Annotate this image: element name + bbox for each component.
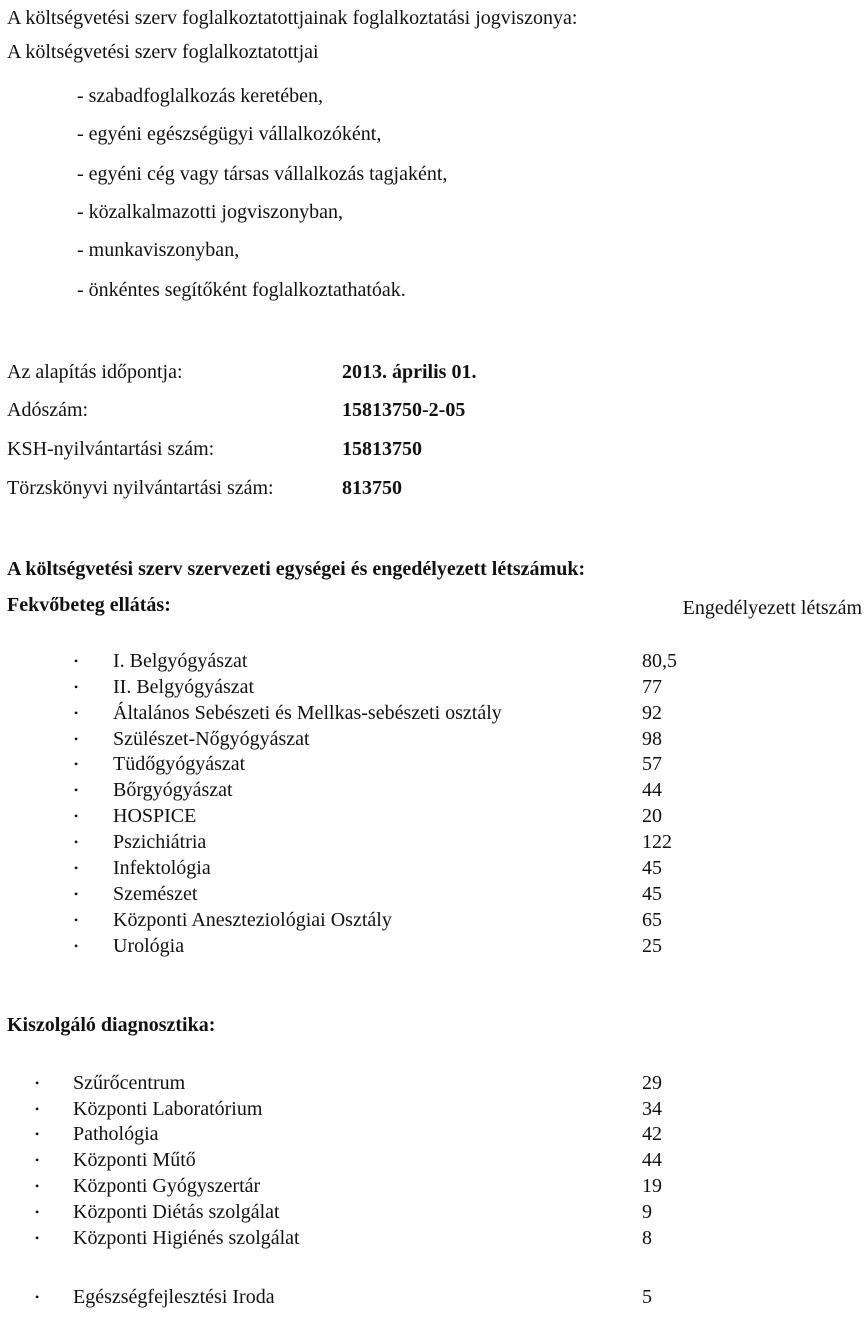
unit-headcount: 44 <box>642 779 662 801</box>
list-item <box>0 675 864 699</box>
bullet-icon: • <box>74 861 79 875</box>
list-item <box>0 804 864 828</box>
employment-heading: A költségvetési szerv foglalkoztatottjainak foglalkoztatási jogviszonya: <box>7 7 578 29</box>
unit-name: Központi Aneszteziológiai Osztály <box>113 909 392 931</box>
unit-headcount: 45 <box>642 857 662 879</box>
unit-name: Szemészet <box>113 883 198 905</box>
unit-name: HOSPICE <box>113 805 197 827</box>
unit-name: Általános Sebészeti és Mellkas-sebészeti osztály <box>113 702 502 724</box>
bullet-icon: • <box>74 809 79 823</box>
bullet-icon: • <box>74 654 79 668</box>
unit-headcount: 25 <box>642 935 662 957</box>
founding-date-value: 2013. április 01. <box>342 361 477 383</box>
list-item <box>0 830 864 854</box>
unit-name: II. Belgyógyászat <box>113 676 255 698</box>
employment-item: - közalkalmazotti jogviszonyban, <box>77 201 344 223</box>
ksh-number-value: 15813750 <box>342 438 422 460</box>
unit-headcount: 44 <box>642 1149 662 1171</box>
list-item <box>0 1174 864 1198</box>
unit-headcount: 5 <box>642 1286 652 1308</box>
list-item <box>0 856 864 880</box>
units-heading: A költségvetési szerv szervezeti egységei és engedélyezett létszámuk: <box>7 558 586 580</box>
registry-label: Törzskönyvi nyilvántartási szám: <box>7 477 274 499</box>
registry-label: Adószám: <box>7 399 89 421</box>
list-item <box>0 752 864 776</box>
unit-headcount: 9 <box>642 1201 652 1223</box>
bullet-icon: • <box>74 757 79 771</box>
unit-headcount: 57 <box>642 753 662 775</box>
bullet-icon: • <box>35 1127 40 1141</box>
unit-name: Központi Diétás szolgálat <box>73 1201 280 1223</box>
employment-item: - munkaviszonyban, <box>77 239 240 261</box>
bullet-icon: • <box>74 835 79 849</box>
column-header: Engedélyezett létszám <box>682 597 862 619</box>
bullet-icon: • <box>74 887 79 901</box>
unit-name: Központi Higiénés szolgálat <box>73 1227 300 1249</box>
unit-name: Központi Gyógyszertár <box>73 1175 261 1197</box>
list-item <box>0 882 864 906</box>
bullet-icon: • <box>74 706 79 720</box>
employment-item: - egyéni cég vagy társas vállalkozás tagjaként, <box>77 163 448 185</box>
unit-name: Egészségfejlesztési Iroda <box>73 1286 275 1308</box>
unit-name: Központi Műtő <box>73 1149 196 1171</box>
registry-label: KSH-nyilvántartási szám: <box>7 438 215 460</box>
employment-item: - szabadfoglalkozás keretében, <box>77 85 323 107</box>
employment-intro: A költségvetési szerv foglalkoztatottjai <box>7 41 319 63</box>
unit-headcount: 98 <box>642 728 662 750</box>
list-item <box>0 934 864 958</box>
list-item <box>0 1097 864 1121</box>
unit-headcount: 8 <box>642 1227 652 1249</box>
unit-headcount: 122 <box>642 831 672 853</box>
unit-headcount: 80,5 <box>642 650 677 672</box>
unit-name: Pathológia <box>73 1123 159 1145</box>
unit-name: Pszichiátria <box>113 831 207 853</box>
bullet-icon: • <box>35 1290 40 1304</box>
list-item <box>0 1226 864 1250</box>
list-item <box>0 908 864 932</box>
unit-headcount: 45 <box>642 883 662 905</box>
bullet-icon: • <box>35 1205 40 1219</box>
unit-headcount: 92 <box>642 702 662 724</box>
bullet-icon: • <box>74 680 79 694</box>
bullet-icon: • <box>74 939 79 953</box>
bullet-icon: • <box>74 913 79 927</box>
bullet-icon: • <box>74 732 79 746</box>
employment-item: - egyéni egészségügyi vállalkozóként, <box>77 123 382 145</box>
bullet-icon: • <box>35 1231 40 1245</box>
unit-headcount: 29 <box>642 1072 662 1094</box>
unit-name: Központi Laboratórium <box>73 1098 263 1120</box>
unit-headcount: 34 <box>642 1098 662 1120</box>
list-item <box>0 778 864 802</box>
bullet-icon: • <box>74 783 79 797</box>
list-item <box>0 649 864 673</box>
registry-label: Az alapítás időpontja: <box>7 361 183 383</box>
unit-name: Szűrőcentrum <box>73 1072 186 1094</box>
tax-number-value: 15813750-2-05 <box>342 399 466 421</box>
list-item <box>0 701 864 725</box>
bullet-icon: • <box>35 1102 40 1116</box>
inpatient-title: Fekvőbeteg ellátás: <box>7 594 171 616</box>
unit-name: Bőrgyógyászat <box>113 779 233 801</box>
unit-name: Infektológia <box>113 857 211 879</box>
registry-number-value: 813750 <box>342 477 402 499</box>
unit-name: Urológia <box>113 935 185 957</box>
list-item <box>0 1200 864 1224</box>
unit-name: I. Belgyógyászat <box>113 650 248 672</box>
unit-headcount: 19 <box>642 1175 662 1197</box>
unit-headcount: 20 <box>642 805 662 827</box>
bullet-icon: • <box>35 1076 40 1090</box>
bullet-icon: • <box>35 1153 40 1167</box>
unit-headcount: 65 <box>642 909 662 931</box>
diagnostics-title: Kiszolgáló diagnosztika: <box>7 1014 216 1036</box>
bullet-icon: • <box>35 1179 40 1193</box>
employment-item: - önkéntes segítőként foglalkoztathatóak. <box>77 279 406 301</box>
list-item <box>0 1285 864 1309</box>
unit-name: Szülészet-Nőgyógyászat <box>113 728 310 750</box>
unit-name: Tüdőgyógyászat <box>113 753 246 775</box>
unit-headcount: 42 <box>642 1123 662 1145</box>
list-item <box>0 1071 864 1095</box>
unit-headcount: 77 <box>642 676 662 698</box>
list-item <box>0 1148 864 1172</box>
list-item <box>0 727 864 751</box>
list-item <box>0 1122 864 1146</box>
